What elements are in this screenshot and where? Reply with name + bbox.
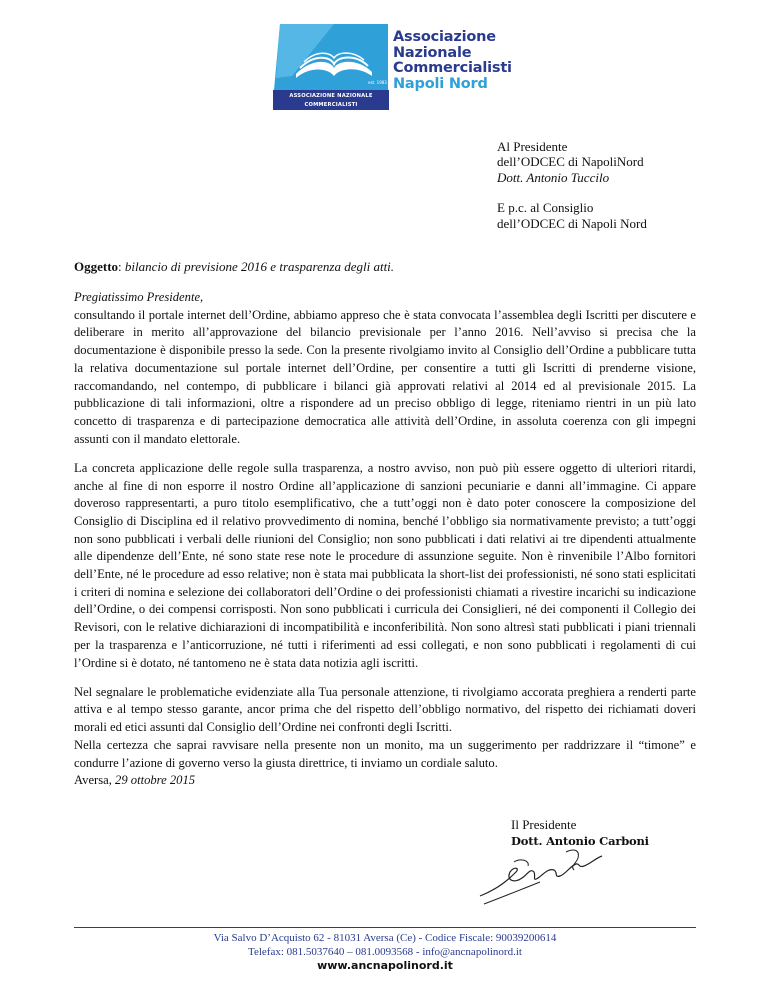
footer-divider [74,927,696,928]
addressee-line-1: Al Presidente [497,139,568,154]
addressee-block [497,139,647,231]
logo-line-2: Nazionale [393,44,472,61]
paragraph-1: consultando il portale internet dell’Ordine, abbiamo appreso che è stata convocata l’assemblea degli Iscritti per discutere e deliberare in merito all’approvazione del bilancio previsionale per l’anno 2016. Nell’avviso si precisa che la documentazione è disponibile presso la sede. Con la presente rivolgiamo invito al Consiglio dell’Ordine a pubblicare tutta la relativa documentazione sul portale internet dell’Ordine, per consentire a tutti gli Iscritti di prenderne visione, raccomandando, nel contempo, di pubblicare i bilanci già approvati relativi al 2014 ed al previsionale 2015. La pubblicazione di tali informazioni, oltre a rispondere ad un preciso obbligo di legge, riteniamo rientri in un più lato concetto di trasparenza e di partecipazione democratica alle attività dell’Ordine, in assoluta coerenza con gli impegni assunti con il mandato elettorale. [74,307,696,446]
place-date: Aversa, 29 ottobre 2015 [74,773,196,788]
addressee-name: Dott. Antonio Tuccilo [497,169,610,185]
cc-line-1: E p.c. al Consiglio [497,200,594,216]
svg-text:est. 1983: est. 1983 [368,80,387,85]
footer [74,931,696,973]
paragraph-4: Nella certezza che saprai ravvisare nella presente non un monito, ma un suggerimento per raddrizzare il “timone” e condurre l’azione di governo verso la giusta direttrice, ti inviamo un cordiale saluto. [74,737,696,770]
paragraph-2: La concreta applicazione delle regole sulla trasparenza, a nostro avviso, non può più essere oggetto di ulteriori ritardi, anche al fine di non esporre il nostro Ordine all’applicazione di sanzioni pecuniarie e danni all’immagine. Ci appare doveroso rappresentarti, a puro titolo esemplificativo, che a tutt’oggi non è dato poter conoscere la composizione del Consiglio di Disciplina ed il relativo provvedimento di nomina, benché l’obbligo sia normativamente previsto; a tutt’oggi non sono pubblicati i verbali delle riunioni del Consiglio; non sono pubblicati i dati relativi ai tre dipendenti attualmente alle dipendenze dell’Ente, né sono state rese note le procedure di assunzione seguite. Non è rinvenibile l’Albo fornitori dell’Ente, né le procedure ad esso relative; non è stata mai pubblicata la short-list dei professionisti, né sono stati esplicitati i criteri di nomina e selezione dei collaboratori dell’Ordine o dei professionisti chiamati a rivestire incarichi su indicazione dell’Ordine, o dei compensi corrisposti. Non sono pubblicati i curricula dei Consiglieri, né dei componenti il Collegio dei Revisori, con le relative dichiarazioni di incompatibilità e inconferibilità. Non sono altresì stati pubblicati i piani triennali per la trasparenza e l’anticorruzione, né tutti i riferimenti ad essi collegati, e non sono pubblicati i regolamenti di cui l’Ordine si è dotato, né tantomeno ne è stata data notizia agli iscritti. [74,460,696,670]
salutation: Pregiatissimo Presidente, [74,290,204,304]
signature-role: Il Presidente [511,817,577,832]
logo-line-3: Commercialisti [393,60,512,76]
subject-text: bilancio di previsione 2016 e trasparenza degli atti. [124,259,395,274]
subject-label: Oggetto [74,259,119,274]
subject-line: Oggetto: bilancio di previsione 2016 e trasparenza degli atti. [74,259,395,274]
association-logo [272,18,512,108]
logo-line-4: Napoli Nord [393,75,488,92]
paragraph-3: Nel segnalare le problematiche evidenziate alla Tua personale attenzione, ti rivolgiamo accorata preghiera a renderti parte attiva e al tempo stesso garante, ancor prima che del rispetto dell’obbligo normativo, del rispetto dei richiamati doveri morali ed etici assunti dal Consiglio dell’Ordine nei confronti degli Iscritti. [74,684,696,735]
footer-contacts: Telefax: 081.5037640 – 081.0093568 - info@ancnapolinord.it [248,946,522,958]
logo-wordmark [393,30,512,92]
logo-line-1: Associazione [393,29,496,45]
footer-address: Via Salvo D’Acquisto 62 - 81031 Aversa (Ce) - Codice Fiscale: 90039200614 [213,932,557,944]
letter-body [74,289,696,790]
signature-name: Dott. Antonio Carboni [511,834,649,848]
cc-line-2: dell’ODCEC di Napoli Nord [497,215,647,231]
handwritten-signature-icon [470,838,620,908]
logo-band-text: ASSOCIAZIONE NAZIONALE COMMERCIALISTI [273,92,389,110]
addressee-line-2: dell’ODCEC di NapoliNord [497,154,644,170]
footer-website: www.ancnapolinord.it [317,959,453,972]
